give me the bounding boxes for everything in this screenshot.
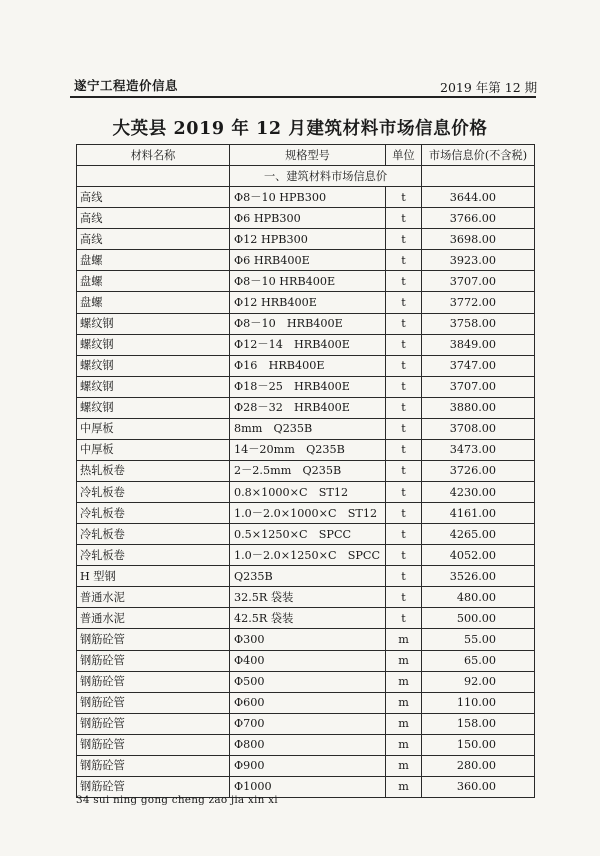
spec-cell: Φ8－10 HRB400E	[230, 313, 386, 334]
material-name-cell: 螺纹钢	[77, 313, 230, 334]
price-cell: 3772.00	[422, 292, 535, 313]
material-name-cell: 高线	[77, 187, 230, 208]
unit-cell: t	[386, 566, 422, 587]
unit-cell: t	[386, 439, 422, 460]
table-row	[77, 439, 535, 460]
column-header-spec: 规格型号	[230, 145, 386, 166]
price-cell: 3526.00	[422, 566, 535, 587]
price-cell: 92.00	[422, 671, 535, 692]
table-row	[77, 650, 535, 671]
unit-cell: t	[386, 524, 422, 545]
price-cell: 3708.00	[422, 418, 535, 439]
header-divider	[70, 96, 536, 98]
price-cell: 158.00	[422, 713, 535, 734]
table-row	[77, 629, 535, 650]
unit-cell: m	[386, 671, 422, 692]
table-row	[77, 755, 535, 776]
spec-cell: Φ12 HRB400E	[230, 292, 386, 313]
unit-cell: t	[386, 482, 422, 503]
price-cell: 3923.00	[422, 250, 535, 271]
table-body	[77, 166, 535, 798]
spec-cell: Φ12 HPB300	[230, 229, 386, 250]
table-row	[77, 229, 535, 250]
spec-cell: 1.0－2.0×1000×C ST12	[230, 503, 386, 524]
unit-cell: t	[386, 208, 422, 229]
price-cell: 4265.00	[422, 524, 535, 545]
material-name-cell: 普通水泥	[77, 587, 230, 608]
material-name-cell: 螺纹钢	[77, 355, 230, 376]
unit-cell: t	[386, 271, 422, 292]
table-row	[77, 608, 535, 629]
table-row	[77, 334, 535, 355]
table-row	[77, 503, 535, 524]
material-name-cell: 盘螺	[77, 250, 230, 271]
price-cell: 4052.00	[422, 545, 535, 566]
spec-cell: Φ8－10 HPB300	[230, 187, 386, 208]
material-name-cell: 冷轧板卷	[77, 503, 230, 524]
spec-cell: Φ8－10 HRB400E	[230, 271, 386, 292]
price-cell: 4230.00	[422, 482, 535, 503]
section-blank-cell	[422, 166, 535, 187]
section-blank-cell	[77, 166, 230, 187]
price-cell: 110.00	[422, 692, 535, 713]
spec-cell: Q235B	[230, 566, 386, 587]
price-table	[76, 144, 535, 798]
issue-number: 2019 年第 12 期	[440, 80, 538, 95]
price-cell: 360.00	[422, 776, 535, 797]
table-row	[77, 271, 535, 292]
price-cell: 55.00	[422, 629, 535, 650]
unit-cell: t	[386, 587, 422, 608]
price-cell: 500.00	[422, 608, 535, 629]
material-name-cell: 冷轧板卷	[77, 545, 230, 566]
table-row	[77, 482, 535, 503]
section-row	[77, 166, 535, 187]
spec-cell: 1.0－2.0×1250×C SPCC	[230, 545, 386, 566]
material-name-cell: 中厚板	[77, 439, 230, 460]
price-cell: 4161.00	[422, 503, 535, 524]
unit-cell: t	[386, 313, 422, 334]
spec-cell: 14－20mm Q235B	[230, 439, 386, 460]
material-name-cell: 冷轧板卷	[77, 524, 230, 545]
table-row	[77, 418, 535, 439]
table-row	[77, 460, 535, 481]
unit-cell: t	[386, 355, 422, 376]
spec-cell: 8mm Q235B	[230, 418, 386, 439]
material-name-cell: 盘螺	[77, 271, 230, 292]
spec-cell: Φ6 HRB400E	[230, 250, 386, 271]
spec-cell: 0.5×1250×C SPCC	[230, 524, 386, 545]
spec-cell: Φ28－32 HRB400E	[230, 397, 386, 418]
column-header-unit: 单位	[386, 145, 422, 166]
spec-cell: Φ800	[230, 734, 386, 755]
material-name-cell: 螺纹钢	[77, 397, 230, 418]
material-name-cell: 冷轧板卷	[77, 482, 230, 503]
table-row	[77, 671, 535, 692]
spec-cell: 32.5R 袋装	[230, 587, 386, 608]
spec-cell: Φ18－25 HRB400E	[230, 376, 386, 397]
table-row	[77, 524, 535, 545]
unit-cell: t	[386, 397, 422, 418]
material-name-cell: 高线	[77, 229, 230, 250]
price-cell: 3849.00	[422, 334, 535, 355]
section-title: 一、建筑材料市场信息价	[230, 166, 422, 187]
spec-cell: Φ300	[230, 629, 386, 650]
column-header-price: 市场信息价(不含税)	[422, 145, 535, 166]
price-cell: 480.00	[422, 587, 535, 608]
unit-cell: t	[386, 250, 422, 271]
spec-cell: 0.8×1000×C ST12	[230, 482, 386, 503]
material-name-cell: 盘螺	[77, 292, 230, 313]
price-cell: 150.00	[422, 734, 535, 755]
column-header-material-name: 材料名称	[77, 145, 230, 166]
table-row	[77, 713, 535, 734]
price-cell: 3707.00	[422, 271, 535, 292]
material-name-cell: 钢筋砼管	[77, 734, 230, 755]
unit-cell: t	[386, 187, 422, 208]
spec-cell: Φ16 HRB400E	[230, 355, 386, 376]
material-name-cell: 中厚板	[77, 418, 230, 439]
material-name-cell: H 型钢	[77, 566, 230, 587]
unit-cell: m	[386, 713, 422, 734]
spec-cell: Φ1000	[230, 776, 386, 797]
material-name-cell: 钢筋砼管	[77, 776, 230, 797]
material-name-cell: 螺纹钢	[77, 376, 230, 397]
page-footer: 34 sui ning gong cheng zao jia xin xi	[76, 794, 278, 806]
spec-cell: Φ600	[230, 692, 386, 713]
table-row	[77, 355, 535, 376]
table-row	[77, 208, 535, 229]
spec-cell: Φ12－14 HRB400E	[230, 334, 386, 355]
price-cell: 3766.00	[422, 208, 535, 229]
material-name-cell: 钢筋砼管	[77, 629, 230, 650]
unit-cell: m	[386, 755, 422, 776]
price-cell: 3707.00	[422, 376, 535, 397]
material-name-cell: 钢筋砼管	[77, 755, 230, 776]
material-name-cell: 螺纹钢	[77, 334, 230, 355]
table-row	[77, 250, 535, 271]
spec-cell: 42.5R 袋装	[230, 608, 386, 629]
spec-cell: Φ900	[230, 755, 386, 776]
material-name-cell: 钢筋砼管	[77, 713, 230, 734]
price-cell: 3726.00	[422, 460, 535, 481]
table-row	[77, 587, 535, 608]
unit-cell: m	[386, 650, 422, 671]
price-cell: 3747.00	[422, 355, 535, 376]
publication-name: 遂宁工程造价信息	[74, 78, 179, 93]
table-header-row	[77, 145, 535, 166]
unit-cell: m	[386, 776, 422, 797]
unit-cell: t	[386, 292, 422, 313]
table-row	[77, 313, 535, 334]
material-name-cell: 钢筋砼管	[77, 692, 230, 713]
material-name-cell: 热轧板卷	[77, 460, 230, 481]
material-name-cell: 高线	[77, 208, 230, 229]
table-row	[77, 292, 535, 313]
unit-cell: t	[386, 418, 422, 439]
price-cell: 3644.00	[422, 187, 535, 208]
page-title: 大英县 2019 年 12 月建筑材料市场信息价格	[112, 119, 488, 139]
price-cell: 65.00	[422, 650, 535, 671]
price-cell: 3880.00	[422, 397, 535, 418]
price-cell: 280.00	[422, 755, 535, 776]
price-cell: 3758.00	[422, 313, 535, 334]
unit-cell: t	[386, 376, 422, 397]
unit-cell: t	[386, 460, 422, 481]
table-row	[77, 397, 535, 418]
spec-cell: Φ500	[230, 671, 386, 692]
table-row	[77, 376, 535, 397]
spec-cell: Φ400	[230, 650, 386, 671]
unit-cell: t	[386, 503, 422, 524]
material-name-cell: 钢筋砼管	[77, 650, 230, 671]
unit-cell: t	[386, 334, 422, 355]
spec-cell: Φ700	[230, 713, 386, 734]
price-cell: 3698.00	[422, 229, 535, 250]
unit-cell: m	[386, 629, 422, 650]
table-row	[77, 734, 535, 755]
table-row	[77, 545, 535, 566]
material-name-cell: 钢筋砼管	[77, 671, 230, 692]
unit-cell: t	[386, 608, 422, 629]
unit-cell: t	[386, 545, 422, 566]
table-row	[77, 187, 535, 208]
price-table-container	[76, 144, 534, 798]
table-row	[77, 566, 535, 587]
price-cell: 3473.00	[422, 439, 535, 460]
spec-cell: Φ6 HPB300	[230, 208, 386, 229]
unit-cell: m	[386, 692, 422, 713]
unit-cell: t	[386, 229, 422, 250]
unit-cell: m	[386, 734, 422, 755]
table-row	[77, 692, 535, 713]
material-name-cell: 普通水泥	[77, 608, 230, 629]
spec-cell: 2－2.5mm Q235B	[230, 460, 386, 481]
